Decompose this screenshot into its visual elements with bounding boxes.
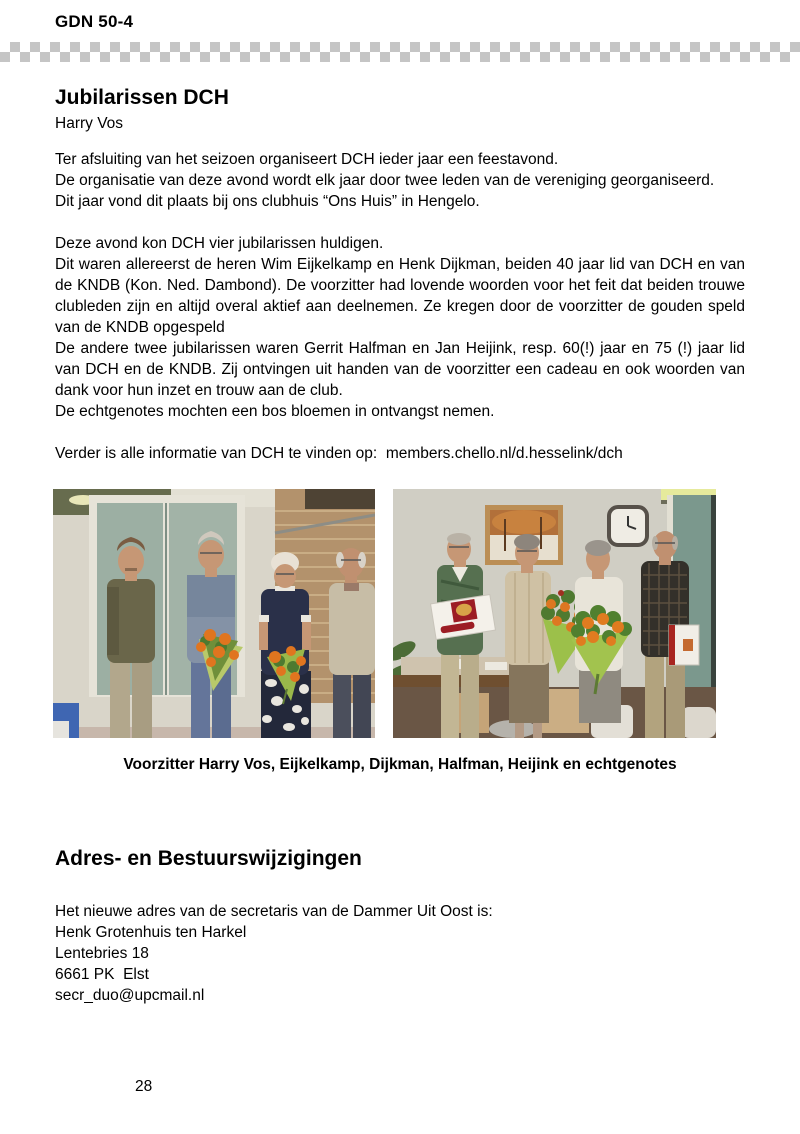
left-jubilee-photo (53, 489, 375, 738)
body-line: Deze avond kon DCH vier jubilarissen huldigen. (55, 235, 384, 252)
right-jubilee-photo (393, 489, 716, 738)
body-line: De echtgenotes mochten een bos bloemen in ontvangst nemen. (55, 403, 495, 420)
article-title: Jubilarissen DCH (55, 86, 229, 109)
body-line: De organisatie van deze avond wordt elk jaar door twee leden van de vereniging georganiseerd. (55, 172, 715, 189)
body-line: De andere twee jubilarissen waren Gerrit Halfman en Jan Heijink, resp. 60(!) jaar en 75 (!) jaar lid van DCH en de KNDB. Zij ontvingen uit handen van de voorzitter een cadeau en ook woorden van dank voor hun inzet en trouw aan de club. (55, 340, 745, 399)
address-line: 6661 PK Elst (55, 966, 149, 983)
address-line: Het nieuwe adres van de secretaris van de Dammer Uit Oost is: (55, 903, 493, 920)
photo-caption: Voorzitter Harry Vos, Eijkelkamp, Dijkman, Halfman, Heijink en echtgenotes (123, 756, 677, 773)
jubilee-book (669, 625, 699, 665)
article-body (55, 149, 745, 464)
address-line: Lentebries 18 (55, 945, 149, 962)
body-line: Dit jaar vond dit plaats bij ons clubhuis “Ons Huis” in Hengelo. (55, 193, 480, 210)
issue-header: GDN 50-4 (55, 12, 134, 31)
body-line: Dit waren allereerst de heren Wim Eijkelkamp en Henk Dijkman, beiden 40 jaar lid van DCH en van de KNDB (Kon. Ned. Dambond). De voorzitter had lovende woorden voor het feit dat beiden trouwe clubleden zijn en altijd overal aktief aan deelnemen. Ze kregen door de voorzitter de gouden speld van de KNDB opgespeld (55, 256, 745, 336)
photo-row (0, 489, 800, 738)
body-line: Ter afsluiting van het seizoen organiseert DCH ieder jaar een feestavond. (55, 151, 559, 168)
address-line: Henk Grotenhuis ten Harkel (55, 924, 247, 941)
checker-band-top (0, 42, 800, 62)
article-author: Harry Vos (55, 115, 124, 132)
wall-clock (609, 507, 647, 545)
address-line-email: secr_duo@upcmail.nl (55, 987, 205, 1004)
address-section-body (55, 901, 745, 1006)
page-number: 28 (135, 1078, 153, 1095)
address-section-title: Adres- en Bestuurswijzigingen (55, 847, 362, 870)
website-line: Verder is alle informatie van DCH te vinden op: members.chello.nl/d.hesselink/dch (55, 445, 623, 462)
